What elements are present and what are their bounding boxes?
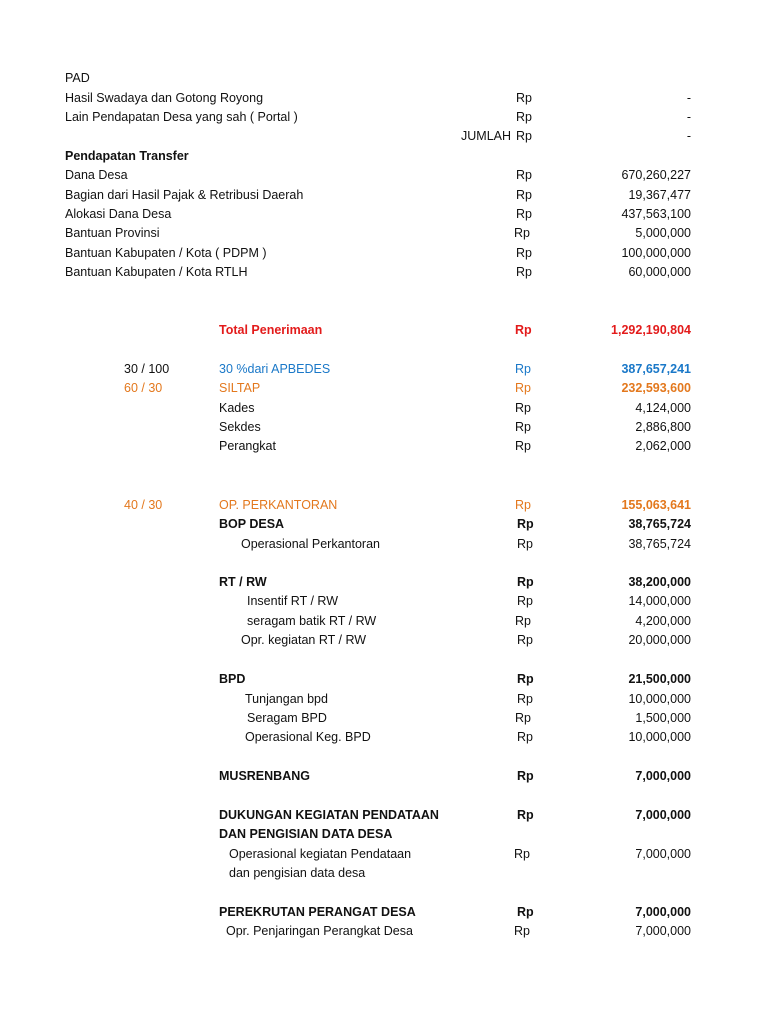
row-label: Lain Pendapatan Desa yang sah ( Portal ) bbox=[65, 110, 298, 124]
op-label: OP. PERKANTORAN bbox=[219, 498, 338, 512]
row-amount: 38,765,724 bbox=[628, 537, 691, 551]
transfer-title: Pendapatan Transfer bbox=[65, 149, 189, 163]
row-amount: 2,886,800 bbox=[635, 420, 691, 434]
row-currency: Rp bbox=[515, 420, 531, 434]
perekrutan-row bbox=[0, 903, 768, 922]
row-currency: Rp bbox=[515, 614, 531, 628]
row-amount: 20,000,000 bbox=[628, 633, 691, 647]
row-amount: 7,000,000 bbox=[635, 924, 691, 938]
row-currency: Rp bbox=[517, 672, 534, 686]
row-amount: 4,200,000 bbox=[635, 614, 691, 628]
ratio-label: 30 / 100 bbox=[124, 362, 170, 376]
row-label: Kades bbox=[219, 401, 255, 415]
pendataan-amount: 7,000,000 bbox=[635, 808, 691, 822]
row-amount: 7,000,000 bbox=[635, 847, 691, 861]
row-currency: Rp bbox=[517, 633, 533, 647]
table-row bbox=[0, 166, 768, 185]
row-amount: 10,000,000 bbox=[628, 730, 691, 744]
total-row bbox=[0, 321, 768, 340]
row-label: Tunjangan bpd bbox=[245, 692, 328, 706]
row-label: Opr. Penjaringan Perangkat Desa bbox=[226, 924, 413, 938]
row-amount: 19,367,477 bbox=[628, 188, 691, 202]
row-label: Hasil Swadaya dan Gotong Royong bbox=[65, 91, 264, 105]
row-currency: Rp bbox=[517, 905, 534, 919]
ratio-label: 60 / 30 bbox=[124, 381, 163, 395]
row-currency: Rp bbox=[514, 226, 530, 240]
row-amount: - bbox=[686, 91, 691, 105]
row-currency: Rp bbox=[517, 537, 533, 551]
bop-row bbox=[0, 515, 768, 534]
row-amount: - bbox=[686, 110, 691, 124]
table-row bbox=[0, 728, 768, 747]
row-currency: Rp bbox=[516, 188, 532, 202]
perekrutan-amount: 7,000,000 bbox=[635, 905, 691, 919]
row-label: Bantuan Kabupaten / Kota ( PDPM ) bbox=[65, 246, 267, 260]
row-currency: Rp bbox=[516, 91, 532, 105]
pad-title: PAD bbox=[65, 71, 90, 85]
table-row bbox=[0, 108, 768, 127]
musrenbang-amount: 7,000,000 bbox=[635, 769, 691, 783]
row-amount: 60,000,000 bbox=[628, 265, 691, 279]
table-row bbox=[0, 205, 768, 224]
pendataan-row-cont bbox=[0, 825, 768, 844]
transfer-title-row bbox=[0, 147, 768, 166]
table-row bbox=[0, 437, 768, 456]
row-amount: 100,000,000 bbox=[621, 246, 691, 260]
bpd-label: BPD bbox=[219, 672, 246, 686]
table-row bbox=[0, 612, 768, 631]
row-currency: Rp bbox=[515, 401, 531, 415]
row-label-cont: dan pengisian data desa bbox=[229, 866, 366, 880]
bop-amount: 38,765,724 bbox=[628, 517, 691, 531]
row-amount: 4,124,000 bbox=[635, 401, 691, 415]
table-row bbox=[0, 922, 768, 941]
op-amount: 155,063,641 bbox=[621, 498, 691, 512]
bop-label: BOP DESA bbox=[219, 517, 285, 531]
ratio-label: 40 / 30 bbox=[124, 498, 163, 512]
row-label: Alokasi Dana Desa bbox=[65, 207, 172, 221]
row-currency: Rp bbox=[516, 207, 532, 221]
row-currency: Rp bbox=[514, 924, 530, 938]
row-label: Bantuan Kabupaten / Kota RTLH bbox=[65, 265, 248, 279]
row-amount: 10,000,000 bbox=[628, 692, 691, 706]
table-row bbox=[0, 535, 768, 554]
pendataan-label: DUKUNGAN KEGIATAN PENDATAAN bbox=[219, 808, 439, 822]
row-label: Operasional Perkantoran bbox=[241, 537, 380, 551]
row-label: Bantuan Provinsi bbox=[65, 226, 160, 240]
table-row bbox=[0, 418, 768, 437]
row-label: Bagian dari Hasil Pajak & Retribusi Daerah bbox=[65, 188, 304, 202]
row-currency: Rp bbox=[515, 362, 531, 376]
row-currency: Rp bbox=[515, 498, 531, 512]
table-row bbox=[0, 690, 768, 709]
row-currency: Rp bbox=[516, 265, 532, 279]
apbedes-amount: 387,657,241 bbox=[621, 362, 691, 376]
row-currency: Rp bbox=[517, 575, 534, 589]
total-amount: 1,292,190,804 bbox=[611, 323, 691, 337]
rtrw-row bbox=[0, 573, 768, 592]
table-row bbox=[0, 263, 768, 282]
row-currency: Rp bbox=[517, 769, 534, 783]
row-currency: Rp bbox=[515, 381, 531, 395]
apbedes-label: 30 %dari APBEDES bbox=[219, 362, 331, 376]
row-label: Insentif RT / RW bbox=[247, 594, 339, 608]
pad-title-row bbox=[0, 69, 768, 88]
row-currency: Rp bbox=[516, 129, 532, 143]
table-row-cont bbox=[0, 864, 768, 883]
row-amount: 1,500,000 bbox=[635, 711, 691, 725]
pendataan-label-cont: DAN PENGISIAN DATA DESA bbox=[219, 827, 393, 841]
row-currency: Rp bbox=[517, 808, 534, 822]
siltap-label: SILTAP bbox=[219, 381, 261, 395]
apbedes-row bbox=[0, 360, 768, 379]
pendataan-row bbox=[0, 806, 768, 825]
row-label: seragam batik RT / RW bbox=[247, 614, 377, 628]
row-amount: 14,000,000 bbox=[628, 594, 691, 608]
bpd-row bbox=[0, 670, 768, 689]
table-row bbox=[0, 709, 768, 728]
row-currency: Rp bbox=[517, 692, 533, 706]
row-currency: Rp bbox=[516, 246, 532, 260]
row-currency: Rp bbox=[515, 439, 531, 453]
pad-total-row bbox=[0, 127, 768, 146]
row-currency: Rp bbox=[515, 711, 531, 725]
row-amount: 437,563,100 bbox=[621, 207, 691, 221]
table-row bbox=[0, 592, 768, 611]
bpd-amount: 21,500,000 bbox=[628, 672, 691, 686]
siltap-row bbox=[0, 379, 768, 398]
table-row bbox=[0, 845, 768, 864]
row-amount: 670,260,227 bbox=[621, 168, 691, 182]
row-label: Perangkat bbox=[219, 439, 276, 453]
row-amount: 2,062,000 bbox=[635, 439, 691, 453]
row-currency: Rp bbox=[516, 168, 532, 182]
table-row bbox=[0, 399, 768, 418]
table-row bbox=[0, 631, 768, 650]
row-label: Sekdes bbox=[219, 420, 261, 434]
perekrutan-label: PEREKRUTAN PERANGAT DESA bbox=[219, 905, 416, 919]
table-row bbox=[0, 89, 768, 108]
rtrw-amount: 38,200,000 bbox=[628, 575, 691, 589]
table-row bbox=[0, 186, 768, 205]
row-label: Seragam BPD bbox=[247, 711, 327, 725]
table-row bbox=[0, 224, 768, 243]
op-row bbox=[0, 496, 768, 515]
jumlah-label: JUMLAH bbox=[461, 129, 512, 143]
row-currency: Rp bbox=[517, 594, 533, 608]
row-label: Opr. kegiatan RT / RW bbox=[241, 633, 367, 647]
musrenbang-label: MUSRENBANG bbox=[219, 769, 310, 783]
row-amount: 5,000,000 bbox=[635, 226, 691, 240]
row-currency: Rp bbox=[517, 517, 534, 531]
row-currency: Rp bbox=[517, 730, 533, 744]
row-label: Operasional Keg. BPD bbox=[245, 730, 371, 744]
row-label: Operasional kegiatan Pendataan bbox=[229, 847, 412, 861]
row-amount: - bbox=[686, 129, 691, 143]
row-label: Dana Desa bbox=[65, 168, 128, 182]
row-currency: Rp bbox=[515, 323, 532, 337]
total-label: Total Penerimaan bbox=[219, 323, 323, 337]
row-currency: Rp bbox=[516, 110, 532, 124]
siltap-amount: 232,593,600 bbox=[621, 381, 691, 395]
rtrw-label: RT / RW bbox=[219, 575, 267, 589]
table-row bbox=[0, 244, 768, 263]
row-currency: Rp bbox=[514, 847, 530, 861]
musrenbang-row bbox=[0, 767, 768, 786]
